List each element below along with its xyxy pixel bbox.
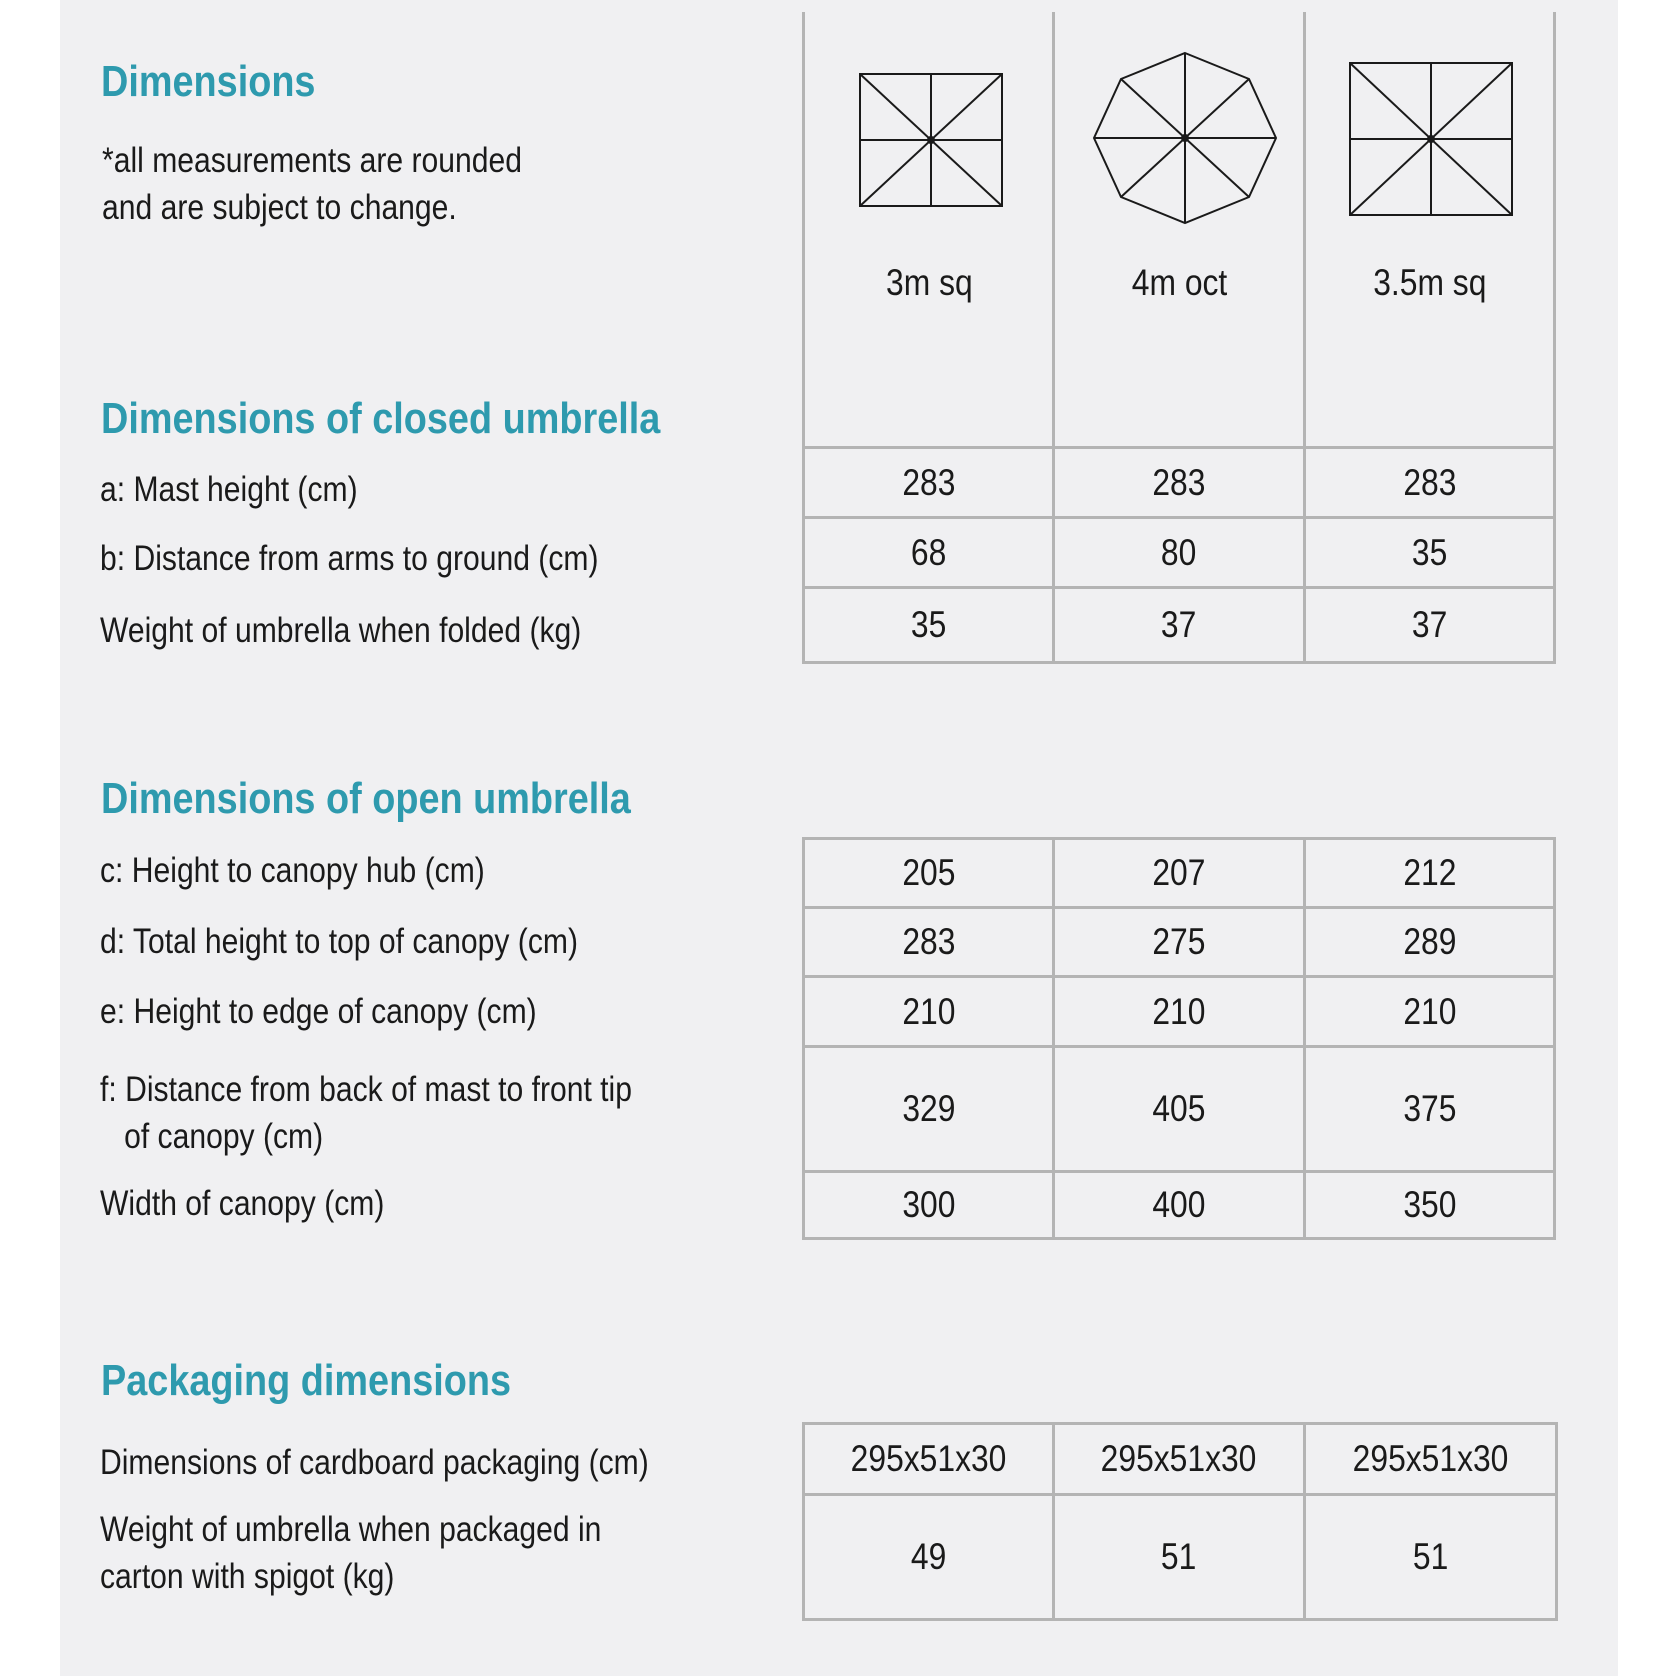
table-cell bbox=[805, 909, 1052, 975]
table-cell bbox=[1055, 1425, 1303, 1493]
cell-value: 289 bbox=[1402, 921, 1457, 962]
open-umbrella-heading: Dimensions of open umbrella bbox=[101, 774, 631, 823]
cell-value: 35 bbox=[910, 604, 947, 645]
dimensions-heading: Dimensions bbox=[101, 57, 316, 106]
model-label-3m-sq bbox=[804, 262, 1054, 304]
row-label-total-height: d: Total height to top of canopy (cm) bbox=[100, 922, 578, 961]
cell-value: 283 bbox=[1152, 461, 1206, 503]
table-cell bbox=[1306, 1425, 1555, 1493]
row-label-canopy-hub-height: c: Height to canopy hub (cm) bbox=[100, 851, 485, 890]
row-label-mast-to-tip bbox=[100, 1066, 632, 1160]
row-label-mast-to-tip-line-1: f: Distance from back of mast to front tip bbox=[100, 1070, 632, 1109]
cell-value: 295x51x30 bbox=[850, 1438, 1007, 1479]
table-border bbox=[802, 1237, 1556, 1240]
cell-value: 210 bbox=[1402, 990, 1457, 1032]
table-cell bbox=[1306, 519, 1553, 586]
cell-value: 68 bbox=[910, 531, 947, 573]
table-cell bbox=[805, 519, 1052, 586]
cell-value: 210 bbox=[901, 990, 956, 1032]
table-cell bbox=[805, 1425, 1052, 1493]
row-label-folded-weight: Weight of umbrella when folded (kg) bbox=[100, 611, 582, 650]
cell-value: 295x51x30 bbox=[1352, 1438, 1509, 1479]
note-line-1: *all measurements are rounded bbox=[102, 141, 522, 180]
cell-value: 350 bbox=[1402, 1184, 1457, 1225]
cell-value: 37 bbox=[1161, 604, 1197, 645]
table-border bbox=[802, 661, 1556, 664]
cell-value: 283 bbox=[901, 461, 956, 503]
table-cell bbox=[805, 978, 1052, 1045]
row-label-packaged-weight bbox=[100, 1506, 601, 1600]
table-cell bbox=[1055, 589, 1303, 661]
table-cell bbox=[1055, 1173, 1303, 1237]
table-cell bbox=[1306, 449, 1553, 516]
cell-value: 37 bbox=[1411, 604, 1448, 645]
header-divider bbox=[802, 12, 805, 448]
cell-value: 329 bbox=[901, 1088, 956, 1129]
table-cell bbox=[1306, 1496, 1555, 1618]
table-cell bbox=[1306, 909, 1553, 975]
cell-value: 400 bbox=[1152, 1184, 1206, 1225]
cell-value: 405 bbox=[1152, 1088, 1206, 1129]
model-label-text: 4m oct bbox=[1132, 262, 1228, 303]
model-header bbox=[802, 12, 1556, 448]
cell-value: 283 bbox=[1402, 461, 1457, 503]
table-border bbox=[1553, 446, 1556, 664]
packaging-heading: Packaging dimensions bbox=[101, 1356, 512, 1405]
octagon-canopy-icon bbox=[1093, 52, 1277, 224]
table-cell bbox=[1306, 1173, 1553, 1237]
row-label-mast-to-tip-line-2-text: of canopy (cm) bbox=[124, 1117, 324, 1156]
row-label-packaged-weight-line-2: carton with spigot (kg) bbox=[100, 1557, 395, 1596]
cell-value: 49 bbox=[910, 1536, 947, 1577]
table-cell bbox=[805, 840, 1052, 906]
cell-value: 205 bbox=[901, 852, 956, 893]
row-label-packaged-weight-line-1: Weight of umbrella when packaged in bbox=[100, 1510, 602, 1549]
table-cell bbox=[1306, 840, 1553, 906]
table-cell bbox=[805, 1496, 1052, 1618]
table-cell bbox=[1306, 978, 1553, 1045]
cell-value: 210 bbox=[1152, 990, 1206, 1032]
table-border bbox=[802, 1618, 1558, 1621]
model-label-text: 3.5m sq bbox=[1373, 262, 1487, 303]
measurement-note bbox=[102, 137, 522, 231]
cell-value: 300 bbox=[901, 1184, 956, 1225]
cell-value: 375 bbox=[1402, 1088, 1457, 1129]
cell-value: 295x51x30 bbox=[1101, 1438, 1257, 1479]
packaging-table bbox=[802, 1422, 1556, 1621]
table-cell bbox=[805, 449, 1052, 516]
row-label-canopy-width: Width of canopy (cm) bbox=[100, 1184, 385, 1223]
table-border bbox=[1553, 837, 1556, 1240]
header-divider bbox=[1553, 12, 1556, 448]
open-umbrella-table bbox=[802, 837, 1556, 1240]
model-label-text: 3m sq bbox=[885, 262, 973, 303]
table-cell bbox=[1055, 449, 1303, 516]
row-label-mast-height: a: Mast height (cm) bbox=[100, 470, 358, 509]
cell-value: 283 bbox=[901, 921, 956, 962]
table-cell bbox=[805, 1173, 1052, 1237]
row-label-mast-to-tip-line-2 bbox=[100, 1113, 632, 1160]
table-cell bbox=[1055, 519, 1303, 586]
model-label-4m-oct bbox=[1055, 262, 1305, 304]
cell-value: 80 bbox=[1161, 531, 1197, 573]
cell-value: 207 bbox=[1152, 852, 1206, 893]
row-label-packaging-dimensions: Dimensions of cardboard packaging (cm) bbox=[100, 1443, 649, 1482]
table-cell bbox=[1055, 840, 1303, 906]
square-canopy-icon bbox=[1349, 62, 1513, 216]
row-label-arms-to-ground: b: Distance from arms to ground (cm) bbox=[100, 539, 599, 578]
closed-umbrella-table bbox=[802, 446, 1556, 664]
square-canopy-icon bbox=[859, 73, 1003, 207]
cell-value: 51 bbox=[1161, 1536, 1197, 1577]
cell-value: 51 bbox=[1412, 1536, 1449, 1577]
table-cell bbox=[1055, 978, 1303, 1045]
header-divider bbox=[1303, 12, 1306, 448]
row-label-canopy-edge-height: e: Height to edge of canopy (cm) bbox=[100, 992, 537, 1031]
table-cell bbox=[805, 1048, 1052, 1170]
model-label-3-5m-sq bbox=[1305, 262, 1555, 304]
table-cell bbox=[1055, 1496, 1303, 1618]
table-cell bbox=[1306, 589, 1553, 661]
header-divider bbox=[1052, 12, 1055, 448]
table-cell bbox=[1055, 909, 1303, 975]
table-cell bbox=[805, 589, 1052, 661]
cell-value: 275 bbox=[1152, 921, 1206, 962]
cell-value: 35 bbox=[1411, 531, 1448, 573]
note-line-2: and are subject to change. bbox=[102, 188, 457, 227]
table-border bbox=[1555, 1422, 1558, 1621]
table-cell bbox=[1055, 1048, 1303, 1170]
closed-umbrella-heading: Dimensions of closed umbrella bbox=[101, 394, 661, 443]
cell-value: 212 bbox=[1402, 852, 1457, 893]
table-cell bbox=[1306, 1048, 1553, 1170]
